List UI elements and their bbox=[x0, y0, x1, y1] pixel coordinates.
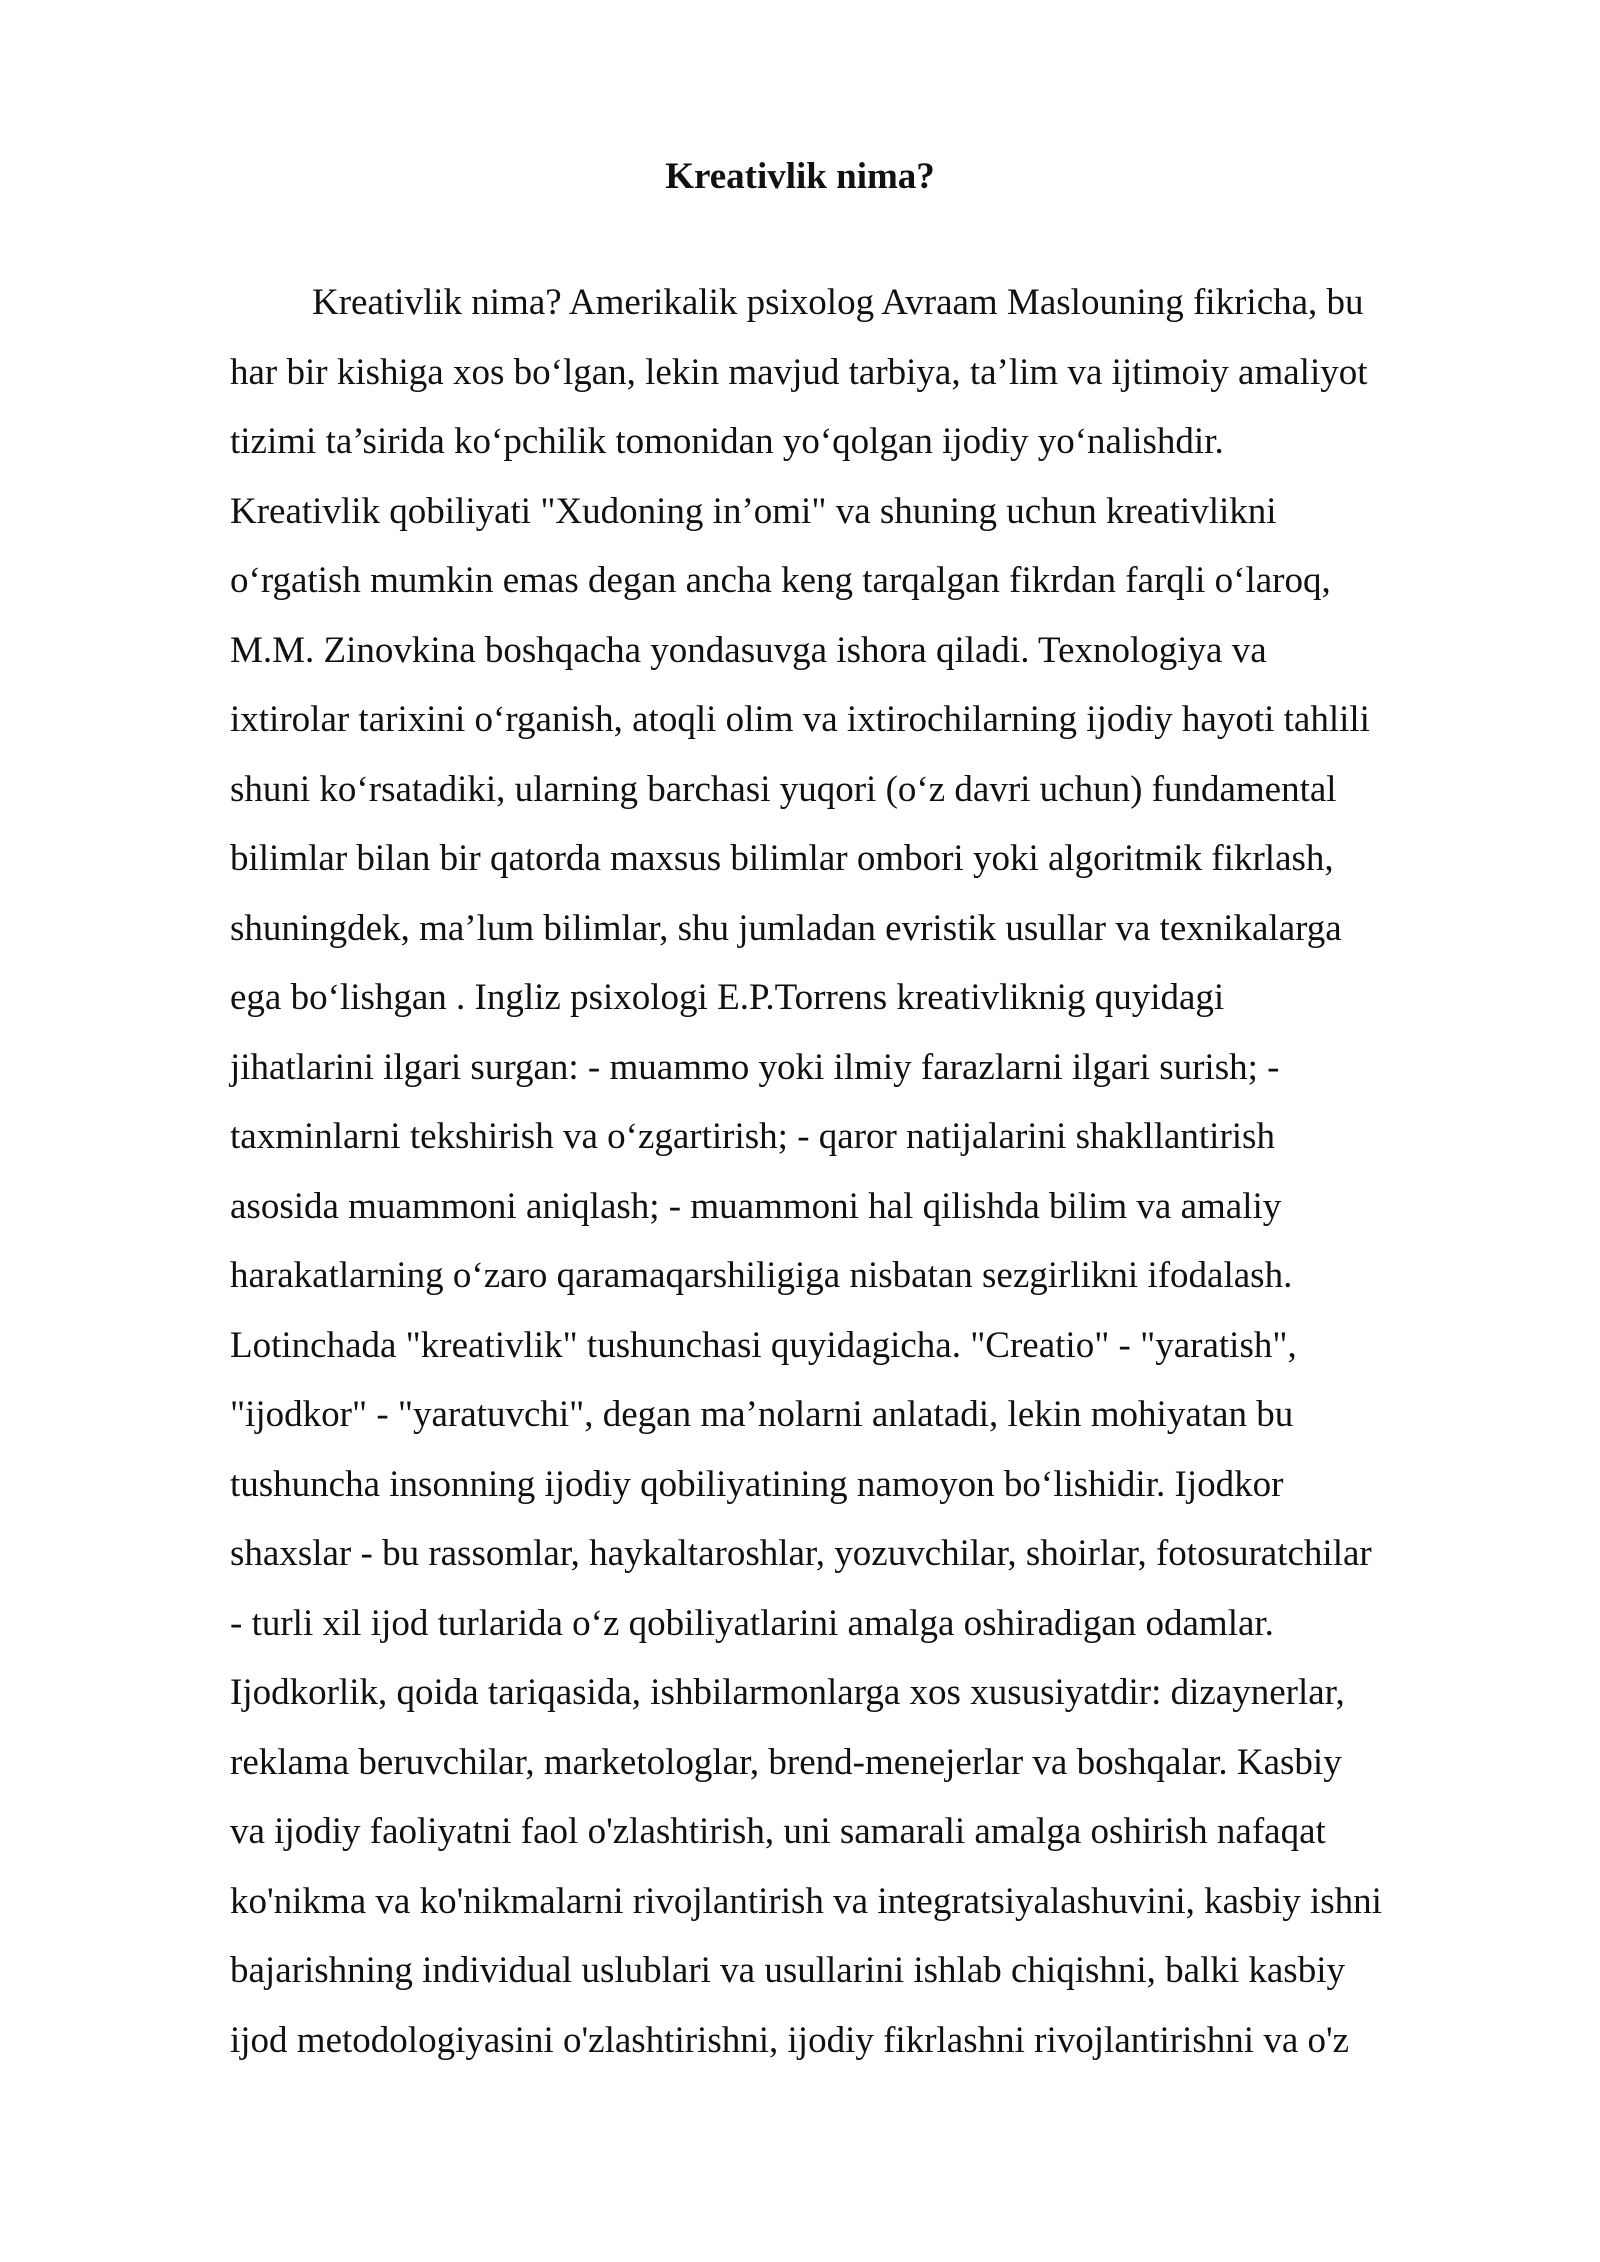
text-line: shuningdek, ma’lum bilimlar, shu jumladan evristik usullar va texnikalarga bbox=[230, 908, 1342, 949]
text-line: Lotinchada "kreativlik" tushunchasi quyidagicha. "Creatio" - "yaratish", bbox=[230, 1325, 1297, 1366]
text-line: o‘rgatish mumkin emas degan ancha keng tarqalgan fikrdan farqli o‘laroq, bbox=[230, 560, 1331, 601]
text-line: bajarishning individual uslublari va usullarini ishlab chiqishni, balki kasbiy bbox=[230, 1950, 1345, 1991]
text-line: - turli xil ijod turlarida o‘z qobiliyatlarini amalga oshiradigan odamlar. bbox=[230, 1603, 1274, 1644]
text-line: "ijodkor" - "yaratuvchi", degan ma’nolarni anlatadi, lekin mohiyatan bu bbox=[230, 1394, 1294, 1435]
text-line: bilimlar bilan bir qatorda maxsus bilimlar ombori yoki algoritmik fikrlash, bbox=[230, 838, 1334, 879]
text-line: Kreativlik qobiliyati "Xudoning in’omi" va shuning uchun kreativlikni bbox=[230, 491, 1277, 532]
text-line: har bir kishiga xos bo‘lgan, lekin mavjud tarbiya, ta’lim va ijtimoiy amaliyot bbox=[230, 352, 1368, 393]
text-line: shaxslar - bu rassomlar, haykaltaroshlar, yozuvchilar, shoirlar, fotosuratchilar bbox=[230, 1533, 1372, 1574]
text-line: ixtirolar tarixini o‘rganish, atoqli olim va ixtirochilarning ijodiy hayoti tahlili bbox=[230, 699, 1370, 740]
text-line: shuni ko‘rsatadiki, ularning barchasi yuqori (o‘z davri uchun) fundamental bbox=[230, 769, 1337, 810]
text-line: tizimi ta’sirida ko‘pchilik tomonidan yo‘qolgan ijodiy yo‘nalishdir. bbox=[230, 421, 1224, 462]
text-line: harakatlarning o‘zaro qaramaqarshiligiga nisbatan sezgirlikni ifodalash. bbox=[230, 1255, 1293, 1296]
text-line: tushuncha insonning ijodiy qobiliyatining namoyon bo‘lishidir. Ijodkor bbox=[230, 1464, 1284, 1505]
text-line: M.M. Zinovkina boshqacha yondasuvga ishora qiladi. Texnologiya va bbox=[230, 630, 1267, 671]
text-line: jihatlarini ilgari surgan: - muammo yoki ilmiy farazlarni ilgari surish; - bbox=[230, 1047, 1280, 1088]
text-line: asosida muammoni aniqlash; - muammoni hal qilishda bilim va amaliy bbox=[230, 1186, 1282, 1227]
text-line: ega bo‘lishgan . Ingliz psixologi E.P.Torrens kreativliknig quyidagi bbox=[230, 977, 1225, 1018]
text-line: Kreativlik nima? Amerikalik psixolog Avraam Maslouning fikricha, bu bbox=[312, 282, 1364, 323]
text-line: Ijodkorlik, qoida tariqasida, ishbilarmonlarga xos xususiyatdir: dizaynerlar, bbox=[230, 1672, 1345, 1713]
text-line: taxminlarni tekshirish va o‘zgartirish; - qaror natijalarini shakllantirish bbox=[230, 1116, 1275, 1157]
text-line: reklama beruvchilar, marketologlar, brend-menejerlar va boshqalar. Kasbiy bbox=[230, 1742, 1342, 1783]
text-line: ijod metodologiyasini o'zlashtirishni, ijodiy fikrlashni rivojlantirishni va o'z bbox=[230, 2020, 1350, 2061]
text-line: ko'nikma va ko'nikmalarni rivojlantirish va integratsiyalashuvini, kasbiy ishni bbox=[230, 1881, 1382, 1922]
document-title: Kreativlik nima? bbox=[665, 156, 935, 197]
text-line: va ijodiy faoliyatni faol o'zlashtirish, uni samarali amalga oshirish nafaqat bbox=[230, 1811, 1326, 1852]
